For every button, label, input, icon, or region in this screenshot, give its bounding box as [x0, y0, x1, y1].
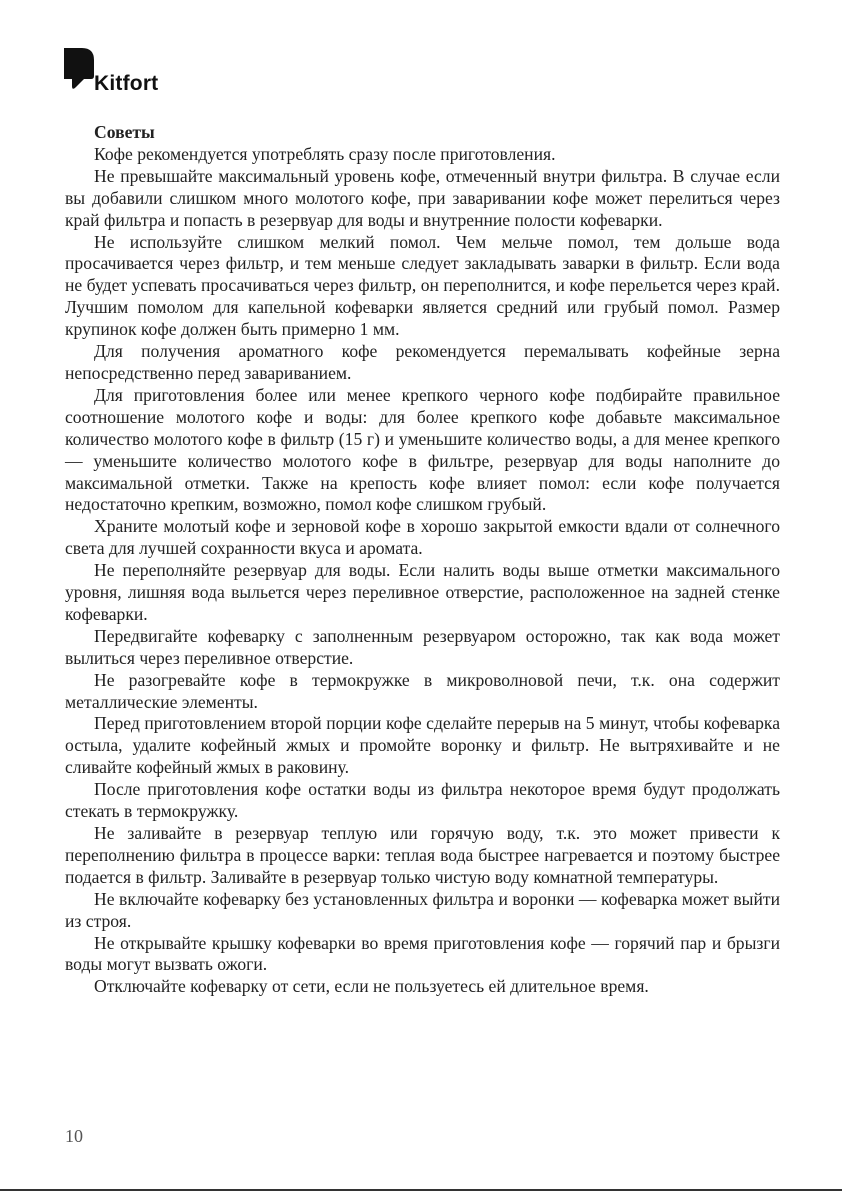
tip-paragraph: Не заливайте в резервуар теплую или горячую воду, т.к. это может привести к переполнению фильтра в процессе варки: теплая вода быстрее нагревается и поэтому быстрее подается в фильтр. Заливайте в резервуар только чистую воду комнатной температуры.	[65, 823, 780, 887]
page-number: 10	[65, 1126, 83, 1146]
tip-paragraph: Не используйте слишком мелкий помол. Чем мельче помол, тем дольше вода просачивается через фильтр, и тем меньше следует закладывать заварки в фильтр. Если вода не будет успевать просачиваться через фильтр, он переполнится, и кофе перельется через край. Лучшим помолом для капельной кофеварки является средний или грубый помол. Размер крупинок кофе должен быть примерно 1 мм.	[65, 231, 780, 340]
bottom-divider	[0, 1189, 842, 1191]
tip-paragraph: Передвигайте кофеварку с заполненным резервуаром осторожно, так как вода может вылиться через переливное отверстие.	[65, 625, 780, 668]
tip-paragraph: Не открывайте крышку кофеварки во время приготовления кофе — горячий пар и брызги воды могут вызвать ожоги.	[65, 932, 780, 975]
section-heading: Советы	[94, 122, 155, 142]
tip-paragraph: Кофе рекомендуется употреблять сразу после приготовления.	[94, 143, 556, 164]
brand-name: Kitfort	[94, 72, 159, 95]
tips-section	[65, 122, 780, 998]
brand-logo	[64, 48, 184, 100]
tip-paragraph: Не превышайте максимальный уровень кофе, отмеченный внутри фильтра. В случае если вы добавили слишком много молотого кофе, при заваривании кофе может перелиться через край фильтра и попасть в резервуар для воды и внутренние полости кофеварки.	[65, 165, 780, 230]
tip-paragraph: Не разогревайте кофе в термокружке в микроволновой печи, т.к. она содержит металлические элементы.	[65, 669, 780, 712]
tip-paragraph: Для приготовления более или менее крепкого черного кофе подбирайте правильное соотношение молотого кофе и воды: для более крепкого кофе добавьте максимальное количество молотого кофе в фильтр (15 г) и уменьшите количество воды, а для менее крепкого — уменьшите количество молотого кофе в фильтре, резервуар для воды наполните до максимальной отметки. Также на крепость кофе влияет помол: если кофе получается недостаточно крепким, возможно, помол кофе слишком грубый.	[65, 384, 780, 515]
tip-paragraph: Отключайте кофеварку от сети, если не пользуетесь ей длительное время.	[94, 976, 649, 997]
tip-paragraph: Для получения ароматного кофе рекомендуется перемалывать кофейные зерна непосредственно перед завариванием.	[65, 341, 780, 383]
tip-paragraph: Не включайте кофеварку без установленных фильтра и воронки — кофеварка может выйти из строя.	[65, 888, 780, 931]
kitfort-logo-icon	[64, 48, 94, 98]
tip-paragraph: После приготовления кофе остатки воды из фильтра некоторое время будут продолжать стекать в термокружку.	[65, 779, 780, 822]
tip-paragraph: Храните молотый кофе и зерновой кофе в хорошо закрытой емкости вдали от солнечного света для лучшей сохранности вкуса и аромата.	[65, 516, 780, 559]
tip-paragraph: Не переполняйте резервуар для воды. Если налить воды выше отметки максимального уровня, лишняя вода выльется через переливное отверстие, расположенное на задней стенке кофеварки.	[65, 560, 780, 624]
tip-paragraph: Перед приготовлением второй порции кофе сделайте перерыв на 5 минут, чтобы кофеварка остыла, удалите кофейный жмых и промойте воронку и фильтр. Не вытряхивайте и не сливайте кофейный жмых в раковину.	[65, 713, 780, 778]
